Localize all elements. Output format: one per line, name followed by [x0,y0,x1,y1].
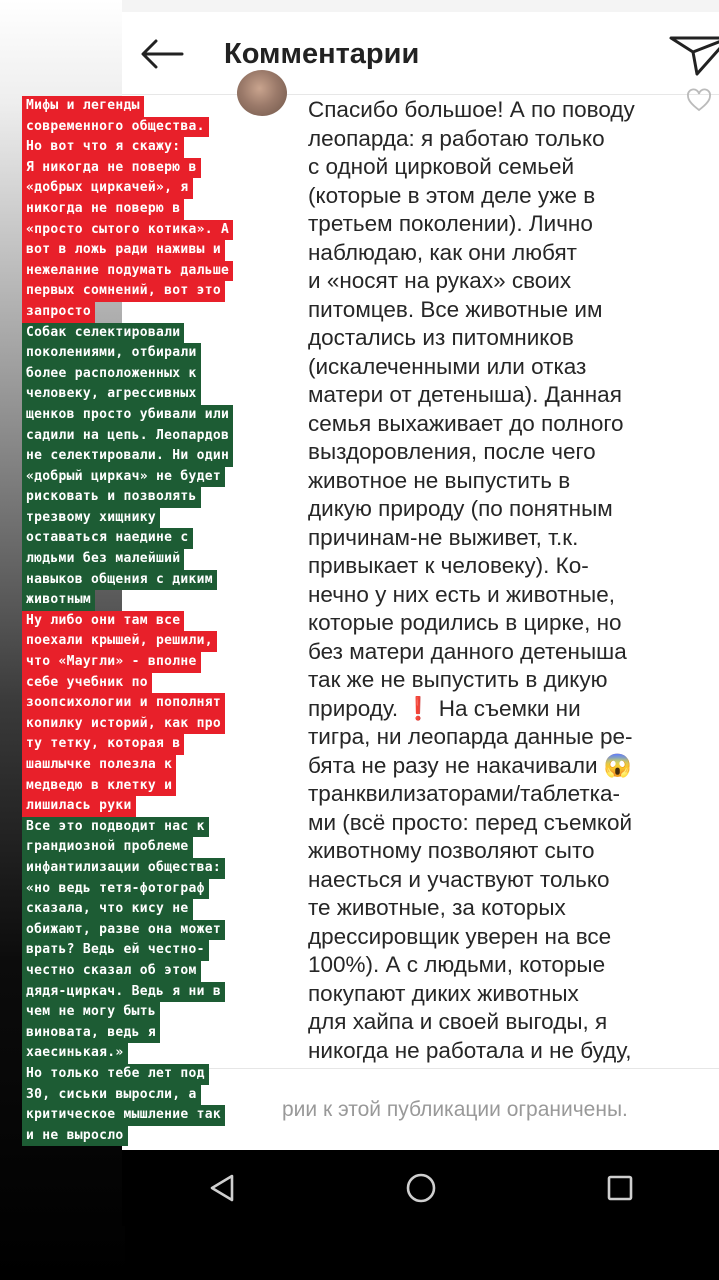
story-line: копилку историй, как про [22,714,225,735]
story-line: хаесинькая.» [22,1043,128,1064]
story-line: грандиозной проблеме [22,837,193,858]
story-line: Но вот что я скажу: [22,137,184,158]
story-line: Но только тебе лет под [22,1064,209,1085]
story-line: никогда не поверю в [22,199,184,220]
story-line: поколениями, отбирали [22,343,201,364]
story-line: поехали крышей, решили, [22,631,217,652]
story-line: шашлычке полезла к [22,755,176,776]
story-line: человеку, агрессивных [22,384,201,405]
story-line: виновата, ведь я [22,1023,160,1044]
story-line: обижают, разве она может [22,920,225,941]
back-button[interactable] [122,14,202,94]
nav-home-circle-icon [405,1172,437,1204]
story-line: что «Маугли» - вполне [22,652,201,673]
story-line: вот в ложь ради наживы и [22,240,225,261]
story-line: людьми без малейший [22,549,184,570]
story-line: рисковать и позволять [22,487,201,508]
nav-recents-square-icon [606,1174,634,1202]
story-line: инфантилизации общества: [22,858,225,879]
story-line: сказала, что кису не [22,899,193,920]
story-line: честно сказал об этом [22,961,201,982]
story-line: лишилась руки [22,796,136,817]
system-navbar [122,1150,719,1226]
arrow-left-icon [140,39,184,69]
story-line: навыков общения с диким [22,570,217,591]
story-line: 30, сиськи выросли, а [22,1085,201,1106]
story-line: Все это подводит нас к [22,817,209,838]
story-line: дядя-циркач. Ведь я ни в [22,982,225,1003]
story-line: не селектировали. Ни один [22,446,233,467]
story-line: садили на цепь. Леопардов [22,426,233,447]
story-text-overlay [22,96,307,1146]
story-line: первых сомнений, вот это [22,281,225,302]
nav-home-button[interactable] [391,1158,451,1218]
story-line: «добрый циркач» не будет [22,467,225,488]
story-line: Мифы и легенды [22,96,144,117]
story-line: современного общества. [22,117,209,138]
page-title: Комментарии [224,37,420,70]
send-button[interactable] [669,30,719,80]
story-line: чем не могу быть [22,1002,160,1023]
story-line: критическое мышление так [22,1105,225,1126]
story-line: медведю в клетку и [22,776,176,797]
like-button[interactable] [686,88,712,112]
story-line: трезвому хищнику [22,508,160,529]
status-bar [122,0,719,12]
story-line: щенков просто убивали или [22,405,233,426]
story-line: животным [22,590,95,611]
heart-icon [686,88,712,112]
story-line: запросто [22,302,95,323]
story-line: «добрых циркачей», я [22,178,193,199]
nav-back-triangle-icon [208,1173,236,1203]
story-line: нежелание подумать дальше [22,261,233,282]
story-line: врать? Ведь ей честно- [22,940,209,961]
story-line: Собак селектировали [22,323,184,344]
story-line: зоопсихологии и пополнят [22,693,225,714]
comment-text: Спасибо большое! А по поводу леопарда: я работаю только с одной цирковой семьей (которые в этом деле уже в третьем поколении). Лично наблюдаю, как они любят и «носят на руках» своих питомцев. Все животные им достались из питомников (искалеченными или отказ матери от детеныша). Данная семья выхаживает до полного выздоровления, после чего животное не выпустить в дикую природу (по понятным причинам-не выживет, т.к. привыкает к человеку). Ко- нечно у них есть и животные, которые родились в цирке, но без матери данного детеныша так же не выпустить в дикую природу. ❗ На съемки ни тигра, ни леопарда данные ре- бята не разу не накачивали 😱 транквилизаторами/таблетка- ми (всё просто: перед съемкой животному позволяют сыто наесться и участвуют только те животные, за которых дрессировщик уверен на все 100%). А с людьми, которые покупают диких животных для хайпа и своей выгоды, я никогда не работала и не буду, [308,97,635,1063]
nav-back-button[interactable] [192,1158,252,1218]
story-line: Я никогда не поверю в [22,158,201,179]
story-line: «но ведь тетя-фотограф [22,879,209,900]
story-line: Ну либо они там все [22,611,184,632]
comments-disabled-notice: рии к этой публикации ограничены. [282,1098,628,1121]
nav-recents-button[interactable] [590,1158,650,1218]
send-icon [669,30,719,80]
story-line: ту тетку, которая в [22,734,184,755]
story-line: более расположенных к [22,364,201,385]
story-line: «просто сытого котика». А [22,220,233,241]
story-line: оставаться наедине с [22,528,193,549]
header [122,14,719,95]
story-line: и не выросло [22,1126,128,1147]
story-line: себе учебник по [22,673,152,694]
